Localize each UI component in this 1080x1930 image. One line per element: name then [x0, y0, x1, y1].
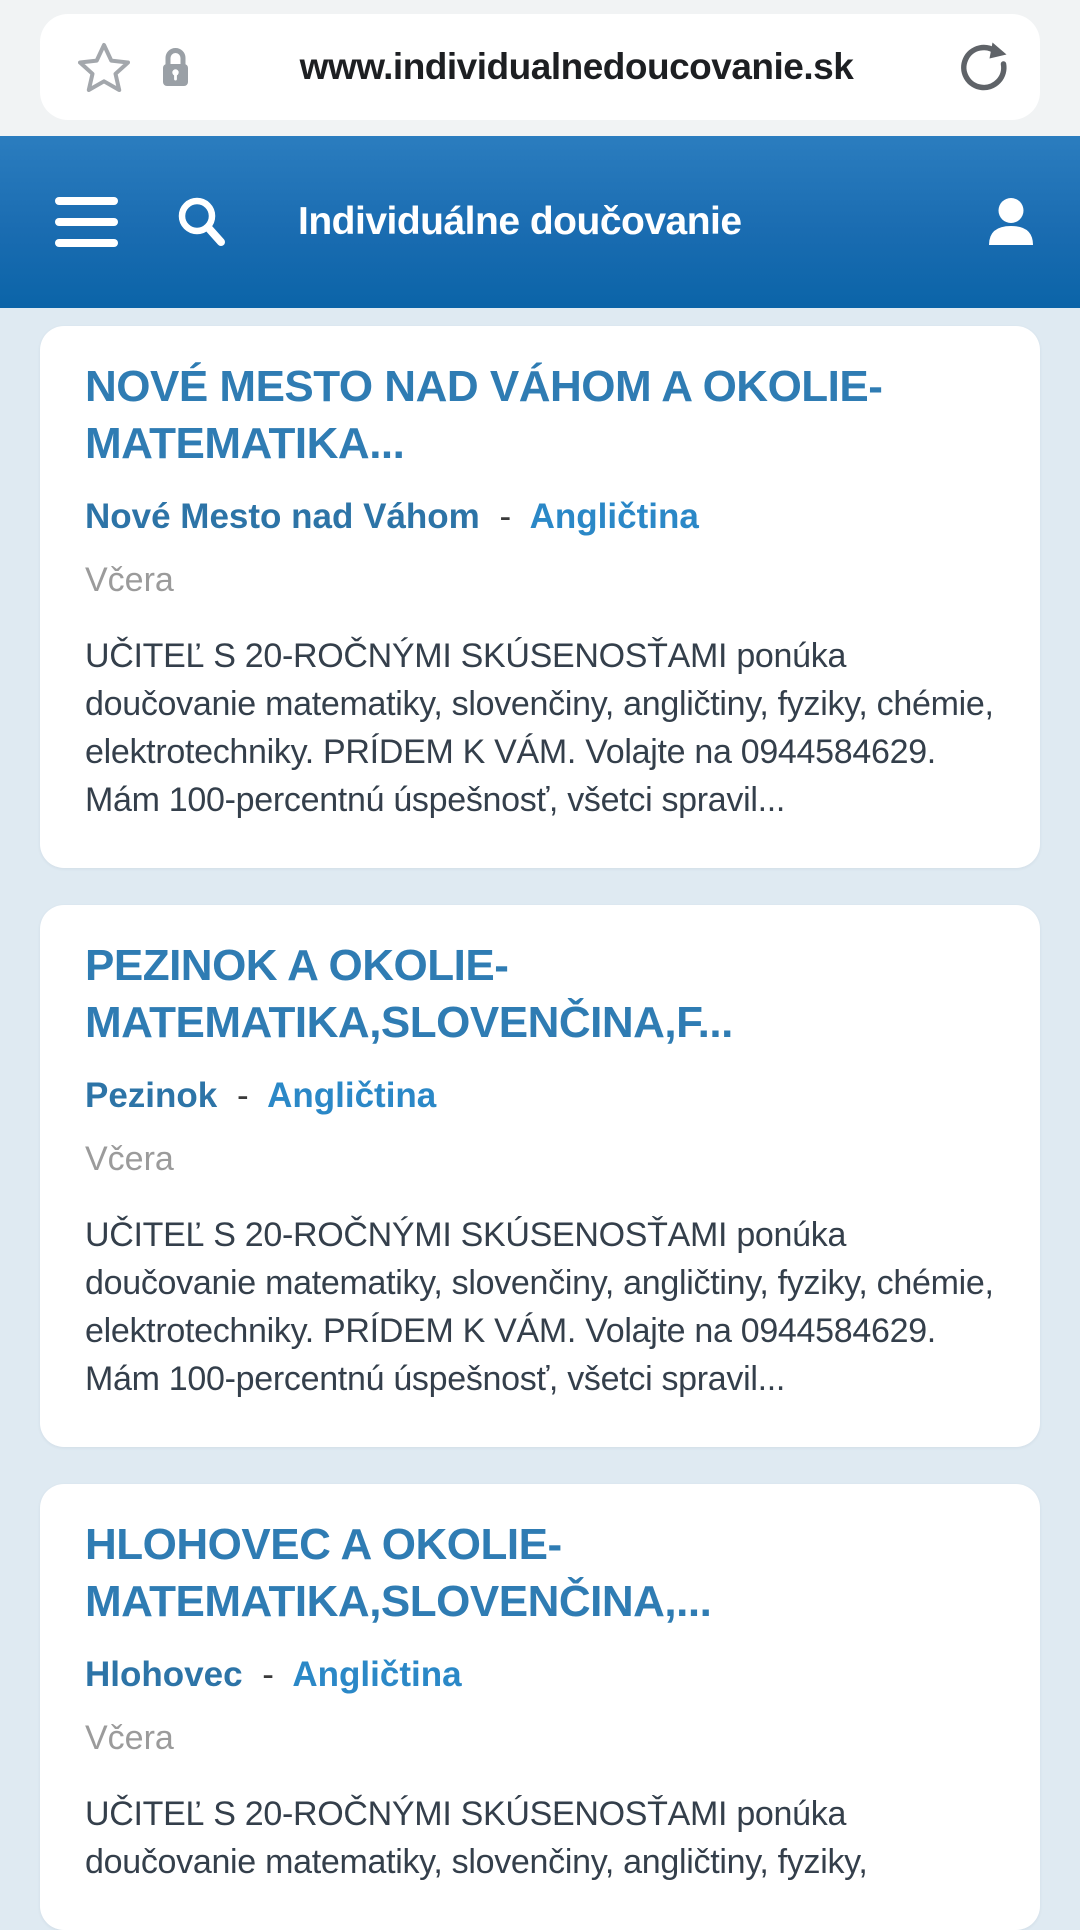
listing-description: UČITEĽ S 20-ROČNÝMI SKÚSENOSŤAMI ponúka doučovanie matematiky, slovenčiny, angličtiny, fyziky, [85, 1795, 868, 1881]
listings-feed [0, 308, 1080, 1930]
bookmark-star-icon[interactable] [78, 42, 130, 92]
listing-title-link[interactable]: PEZINOK A OKOLIE-MATEMATIKA,SLOVENČINA,F... [85, 941, 733, 1047]
listing-subtitle [85, 1654, 995, 1696]
listing-title-link[interactable]: HLOHOVEC A OKOLIE-MATEMATIKA,SLOVENČINA,... [85, 1520, 712, 1626]
hamburger-menu-icon[interactable] [55, 197, 118, 247]
listing-description: UČITEĽ S 20-ROČNÝMI SKÚSENOSŤAMI ponúka doučovanie matematiky, slovenčiny, angličtiny, fyziky, chémie, elektrotechniky. PRÍDEM K VÁM. Volajte na 0944584629. Mám 100-percentnú úspešnosť, všetci spravil... [85, 1216, 994, 1398]
app-header [0, 136, 1080, 308]
listing-date: Včera [85, 561, 174, 599]
subtitle-separator: - [499, 497, 512, 536]
location-link[interactable]: Hlohovec [85, 1655, 243, 1694]
browser-chrome [0, 0, 1080, 136]
search-icon[interactable] [176, 196, 226, 248]
location-link[interactable]: Pezinok [85, 1076, 218, 1115]
location-link[interactable]: Nové Mesto nad Váhom [85, 497, 480, 536]
listing-date: Včera [85, 1140, 174, 1178]
subtitle-separator: - [237, 1076, 249, 1115]
subject-link[interactable]: Angličtina [267, 1076, 437, 1115]
subject-link[interactable]: Angličtina [292, 1655, 462, 1694]
listing-title-link[interactable]: NOVÉ MESTO NAD VÁHOM A OKOLIE-MATEMATIKA... [85, 362, 883, 468]
address-bar[interactable] [40, 14, 1040, 120]
site-title: Individuálne doučovanie [298, 200, 742, 243]
reload-icon[interactable] [956, 39, 1012, 95]
lock-icon [160, 46, 191, 88]
listing-subtitle [85, 496, 995, 538]
listing-description: UČITEĽ S 20-ROČNÝMI SKÚSENOSŤAMI ponúka doučovanie matematiky, slovenčiny, angličtiny, fyziky, chémie, elektrotechniky. PRÍDEM K VÁM. Volajte na 0944584629. Mám 100-percentnú úspešnosť, všetci spravil... [85, 637, 994, 819]
user-account-icon[interactable] [984, 197, 1038, 247]
url-text[interactable]: www.individualnedoucovanie.sk [299, 46, 854, 87]
listing-card[interactable] [40, 905, 1040, 1447]
listing-subtitle [85, 1075, 995, 1117]
listing-card[interactable] [40, 1484, 1040, 1930]
subtitle-separator: - [262, 1655, 274, 1694]
listing-date: Včera [85, 1719, 174, 1757]
subject-link[interactable]: Angličtina [529, 497, 699, 536]
listing-card[interactable] [40, 326, 1040, 868]
